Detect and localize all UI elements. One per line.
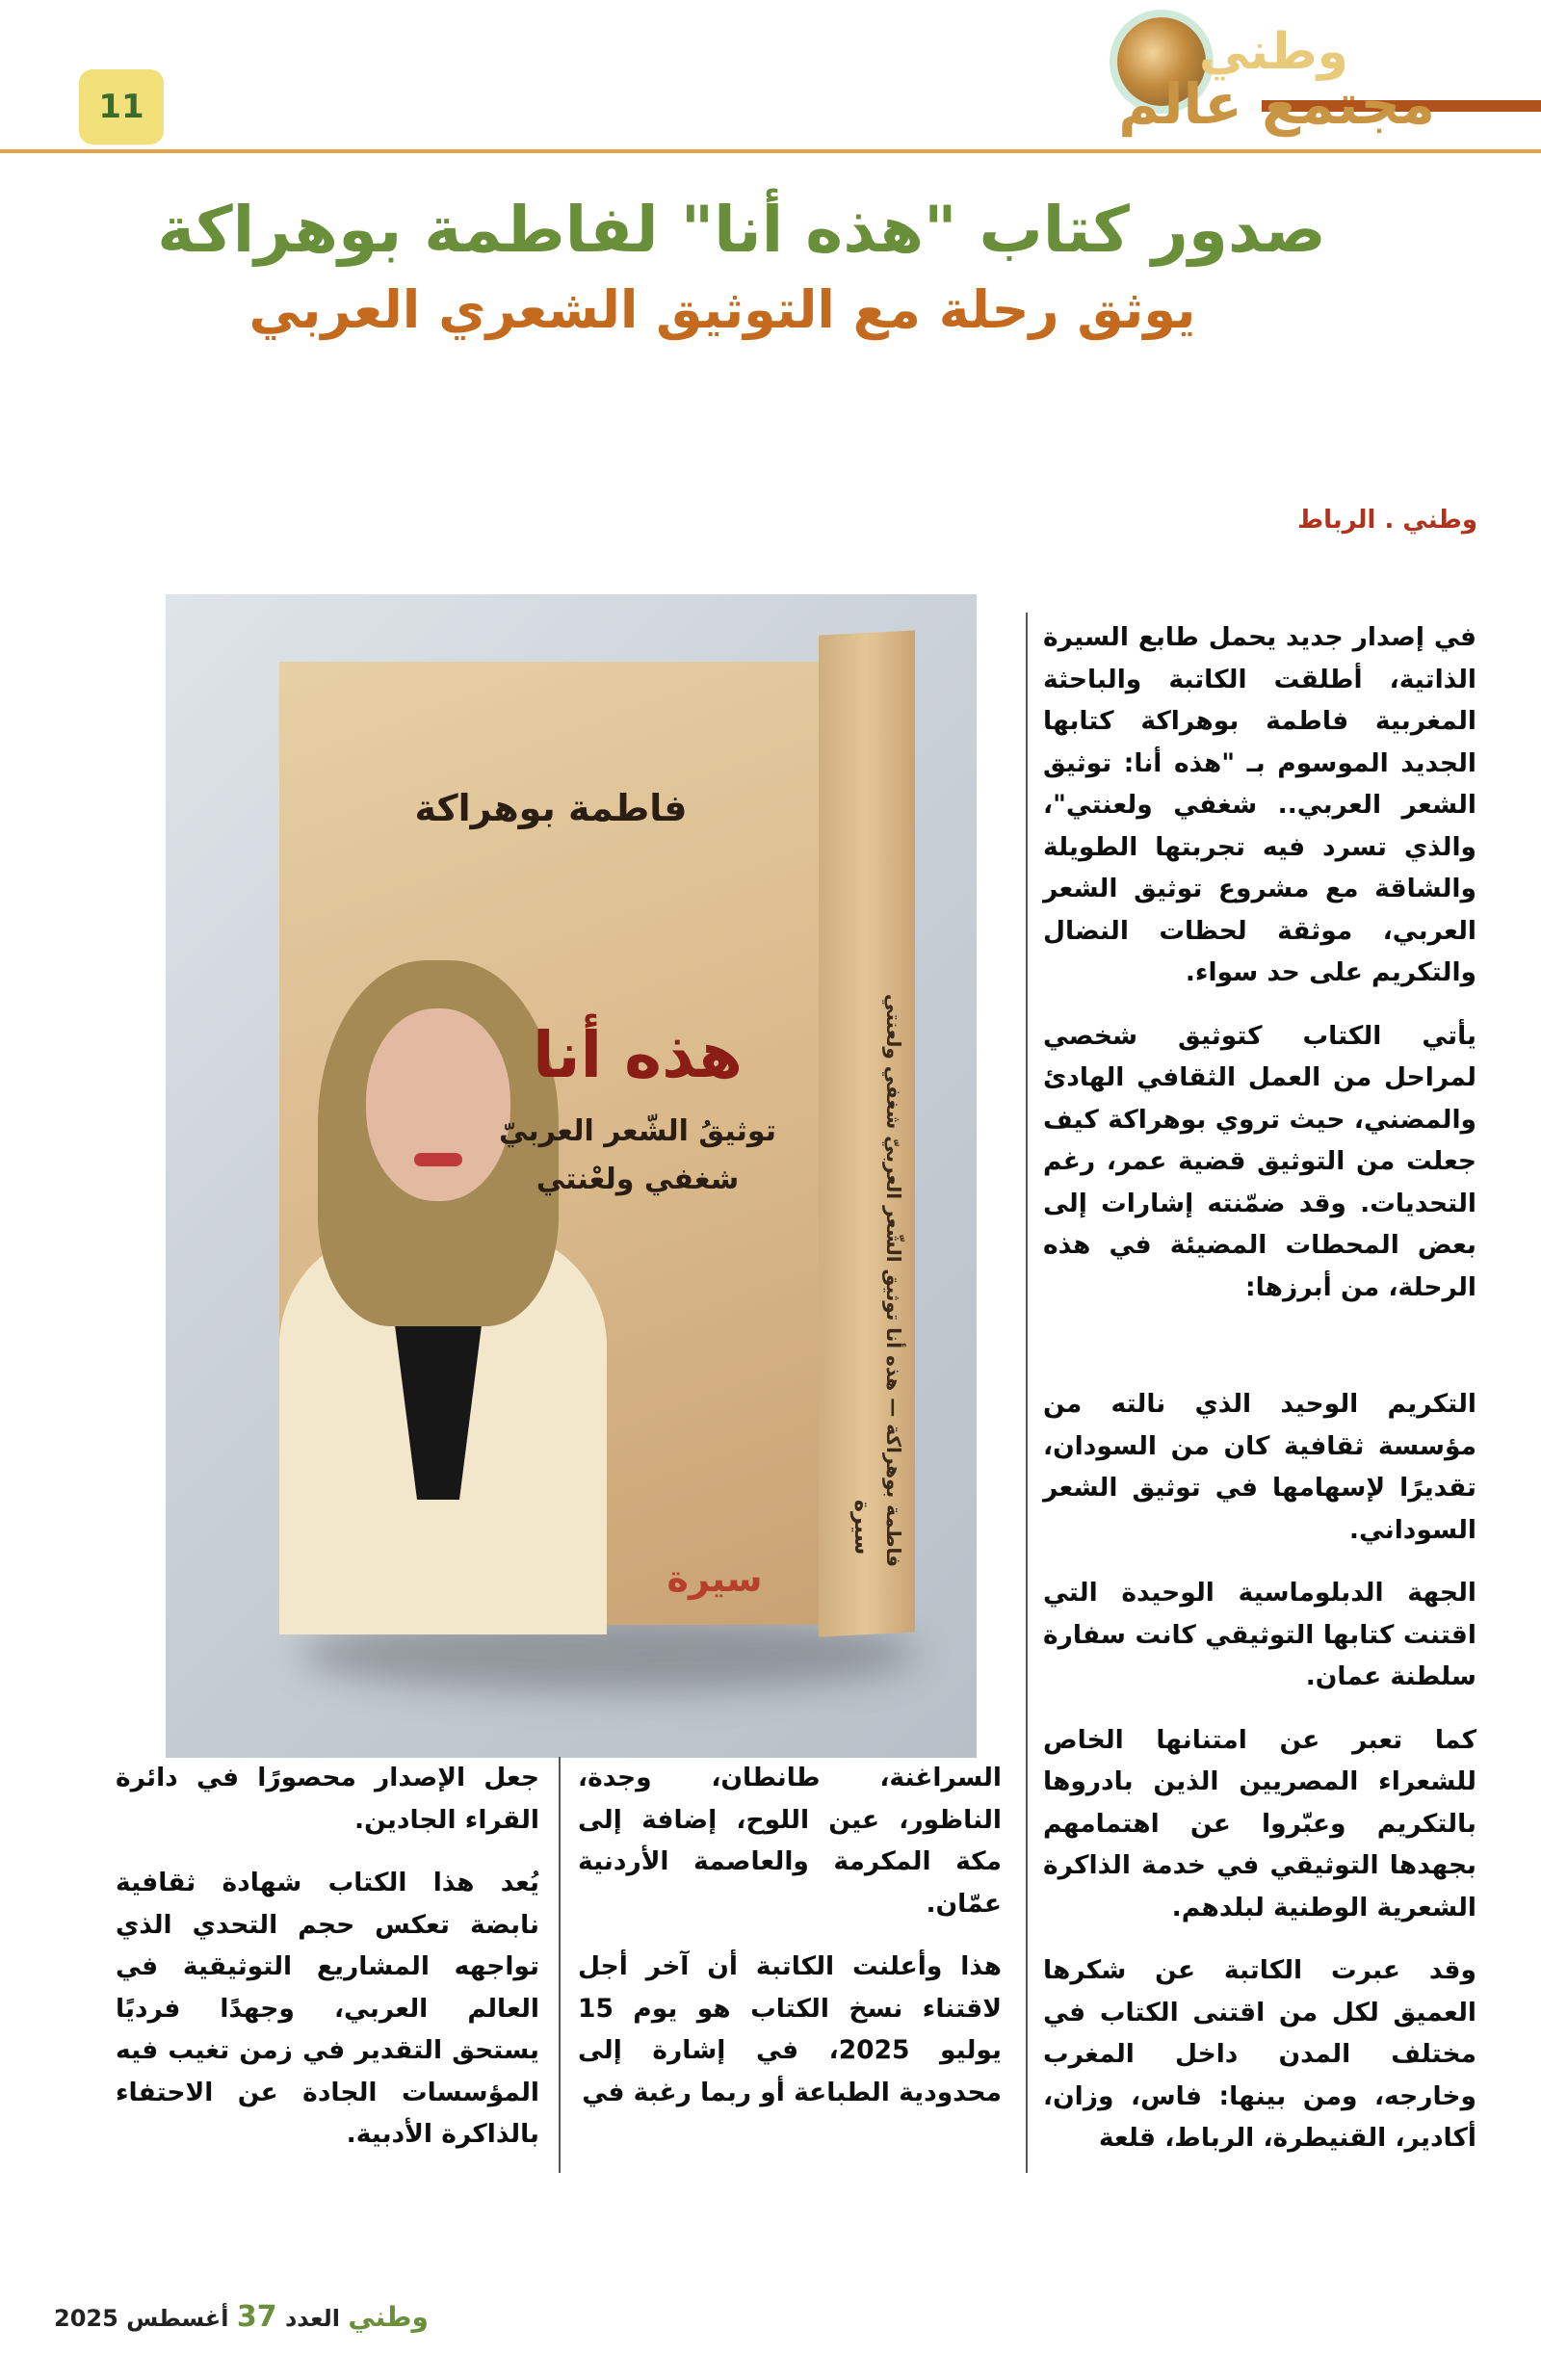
paragraph: هذا وأعلنت الكاتبة أن آخر أجل لاقتناء نسخ الكتاب هو يوم 15 يوليو 2025، في إشارة إلى محدودية الطباعة أو ربما رغبة في — [578, 1951, 1002, 2107]
column-divider-left — [559, 1757, 561, 2173]
spine-text: فاطمة بوهراكة — هذه أنا توثيق الشّعر العربيّ شغفي ولعنتي — [882, 993, 905, 1567]
article-column-middle — [578, 1757, 1002, 2134]
footer-issue-label: العدد — [284, 2305, 340, 2332]
cover-author: فاطمة بوهراكة — [414, 787, 688, 829]
paragraph: وقد عبرت الكاتبة عن شكرها العميق لكل من اقتنى الكتاب في مختلف المدن داخل المغرب وخارجه، ومن بينها: فاس، وزان، أكادير، القنيطرة، الرباط، قلعة — [1043, 1955, 1476, 2153]
article-column-right — [1043, 616, 1476, 2181]
paragraph: في إصدار جديد يحمل طابع السيرة الذاتية، أطلقت الكاتبة والباحثة المغربية فاطمة بوهراكة كتابها الجديد الموسوم بـ "هذه أنا: توثيق الشعر العربي.. شغفي ولعنتي"، والذي تسرد فيه تجربتها الطويلة والشاقة مع مشروع توثيق الشعر العربي، موثقة لحظات النضال والتكريم على حد سواء. — [1043, 622, 1476, 987]
article-column-left — [116, 1757, 539, 2177]
masthead-line2: مجتمع عالم — [1118, 71, 1435, 137]
paragraph: كما تعبر عن امتنانها الخاص للشعراء المصريين الذين بادروها بالتكريم وعبّروا عن اهتمامهم بجهدها التوثيقي في خدمة الذاكرة الشعرية الوطنية لبلدهم. — [1043, 1724, 1476, 1922]
footer-month: أغسطس — [126, 2305, 229, 2332]
cover-subtitle-2: شغفي ولعْنتي — [535, 1163, 740, 1196]
paragraph: السراغنة، طانطان، وجدة، الناظور، عين اللوح، إضافة إلى مكة المكرمة والعاصمة الأردنية عمّان. — [578, 1763, 1002, 1919]
paragraph: التكريم الوحيد الذي نالته من مؤسسة ثقافية كان من السودان، تقديرًا لإسهامها في توثيق الشعر السوداني. — [1043, 1389, 1476, 1545]
column-divider-right — [1026, 613, 1028, 2173]
masthead-logo — [982, 17, 1464, 137]
footer-issue-number: 37 — [236, 2300, 277, 2334]
paragraph: جعل الإصدار محصورًا في دائرة القراء الجادين. — [116, 1763, 539, 1835]
article-subtitle: يوثق رحلة مع التوثيق الشعري العربي — [248, 279, 1196, 340]
paragraph: يأتي الكتاب كتوثيق شخصي لمراحل من العمل الثقافي الهادئ والمضني، حيث تروي بوهراكة كيف جعلت من التوثيق قضية عمر، رغم التحديات. وقد ضمّنته إشارات إلى بعض المحطات المضيئة في هذه الرحلة، من أبرزها: — [1043, 1020, 1476, 1302]
paragraph: يُعد هذا الكتاب شهادة ثقافية نابضة تعكس حجم التحدي الذي تواجهه المشاريع التوثيقية في العالم العربي، وجهدًا فرديًا يستحق التقدير في زمن تغيب فيه المؤسسات الجادة عن الاحتفاء بالذاكرة الأدبية. — [116, 1868, 539, 2149]
page-footer — [54, 2300, 429, 2334]
page-number-badge — [79, 69, 164, 144]
cover-series: سيرة — [666, 1557, 763, 1600]
byline: وطني . الرباط — [1297, 506, 1477, 535]
cover-title: هذه أنا — [532, 1018, 743, 1092]
footer-year: 2025 — [54, 2305, 118, 2332]
cover-subtitle-1: توثيقُ الشّعر العربيّ — [499, 1114, 776, 1148]
paragraph-gap — [1043, 1329, 1476, 1383]
article-title: صدور كتاب "هذه أنا" لفاطمة بوهراكة — [157, 193, 1326, 267]
spine-series: سيرة — [849, 1500, 874, 1556]
paragraph: الجهة الدبلوماسية الوحيدة التي اقتنت كتابها التوثيقي كانت سفارة سلطنة عمان. — [1043, 1578, 1476, 1691]
header-divider — [0, 149, 1541, 153]
masthead-line1: وطني — [1198, 23, 1348, 81]
page-number: 11 — [98, 88, 144, 126]
footer-brand: وطني — [348, 2301, 429, 2333]
book-cover-image — [166, 594, 977, 1758]
